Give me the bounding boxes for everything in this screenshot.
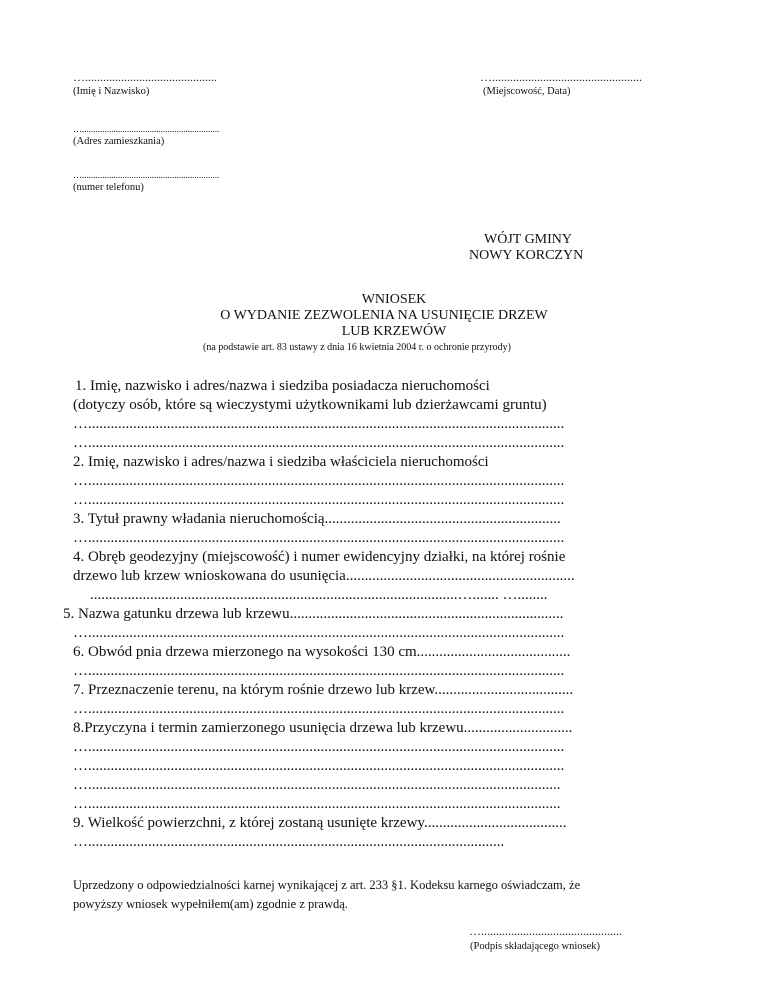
line-9-heading: 9. Wielkość powierzchni, z której zostaną usunięte krzewy...................................... xyxy=(73,815,567,831)
name-dots[interactable]: …............................................ xyxy=(73,70,217,84)
line-3-heading: 3. Tytuł prawny władania nieruchomością............................................................... xyxy=(73,511,561,527)
title-line1: WNIOSEK xyxy=(361,292,427,307)
line-1-fill-2[interactable]: …............................................................................................................................... xyxy=(73,435,565,451)
line-5-fill[interactable]: …............................................................................................................................... xyxy=(73,625,565,641)
place-date-caption: (Miejscowość, Data) xyxy=(483,86,571,97)
address-dots[interactable]: …............................................................. xyxy=(73,124,220,134)
line-8-heading: 8.Przyczyna i termin zamierzonego usunięcia drzewa lub krzewu............................. xyxy=(73,720,573,736)
place-date-dots[interactable]: ….................................................. xyxy=(480,70,642,84)
line-8-fill-4[interactable]: ….............................................................................................................................. xyxy=(73,796,561,812)
title-line2: O WYDANIE ZEZWOLENIA NA USUNIĘCIE DRZEW xyxy=(220,308,548,323)
line-8-fill-1[interactable]: …............................................................................................................................... xyxy=(73,739,565,755)
addressee-line1: WÓJT GMINY xyxy=(484,232,573,247)
line-8-fill-3[interactable]: ….............................................................................................................................. xyxy=(73,777,561,793)
name-caption: (Imię i Nazwisko) xyxy=(73,86,150,97)
line-5-heading: 5. Nazwa gatunku drzewa lub krzewu......................................................................... xyxy=(63,606,564,622)
addressee-line2: NOWY KORCZYN xyxy=(469,248,584,263)
line-3-fill[interactable]: …............................................................................................................................... xyxy=(73,530,565,546)
line-8-fill-2[interactable]: …............................................................................................................................... xyxy=(73,758,565,774)
line-9-fill[interactable]: …............................................................................................................... xyxy=(73,834,505,850)
line-4-fill[interactable]: ..................................................................................................…....... …........ xyxy=(90,587,548,603)
line-1-note: (dotyczy osób, które są wieczystymi użytkownikami lub dzierżawcami gruntu) xyxy=(73,397,547,413)
phone-dots[interactable]: …............................................................. xyxy=(73,170,220,180)
line-4-heading: 4. Obręb geodezyjny (miejscowość) i numer ewidencyjny działki, na której rośnie xyxy=(73,549,566,565)
line-7-fill[interactable]: …............................................................................................................................... xyxy=(73,701,565,717)
line-6-heading: 6. Obwód pnia drzewa mierzonego na wysokości 130 cm......................................... xyxy=(73,644,571,660)
line-2-heading: 2. Imię, nazwisko i adres/nazwa i siedziba właściciela nieruchomości xyxy=(73,454,489,470)
line-7-heading: 7. Przeznaczenie terenu, na którym rośnie drzewo lub krzew..................................... xyxy=(73,682,574,698)
line-2-fill-2[interactable]: …............................................................................................................................... xyxy=(73,492,565,508)
declaration-line2: powyższy wniosek wypełniłem(am) zgodnie z prawdą. xyxy=(73,897,348,911)
line-1-heading: 1. Imię, nazwisko i adres/nazwa i siedziba posiadacza nieruchomości xyxy=(75,378,490,394)
signature-caption: (Podpis składającego wniosek) xyxy=(470,941,601,952)
signature-dots[interactable]: …............................................... xyxy=(469,924,622,938)
line-2-fill-1[interactable]: …............................................................................................................................... xyxy=(73,473,565,489)
line-4-heading-cont: drzewo lub krzew wnioskowana do usunięcia............................................................. xyxy=(73,568,575,584)
line-6-fill[interactable]: …............................................................................................................................... xyxy=(73,663,565,679)
address-caption: (Adres zamieszkania) xyxy=(73,136,165,147)
title-line3: LUB KRZEWÓW xyxy=(341,324,447,339)
phone-caption: (numer telefonu) xyxy=(73,182,144,193)
line-1-fill-1[interactable]: …............................................................................................................................... xyxy=(73,416,565,432)
declaration-line1: Uprzedzony o odpowiedzialności karnej wynikającej z art. 233 §1. Kodeksu karnego oświadczam, że xyxy=(73,878,581,892)
legal-basis: (na podstawie art. 83 ustawy z dnia 16 kwietnia 2004 r. o ochronie przyrody) xyxy=(203,342,511,353)
